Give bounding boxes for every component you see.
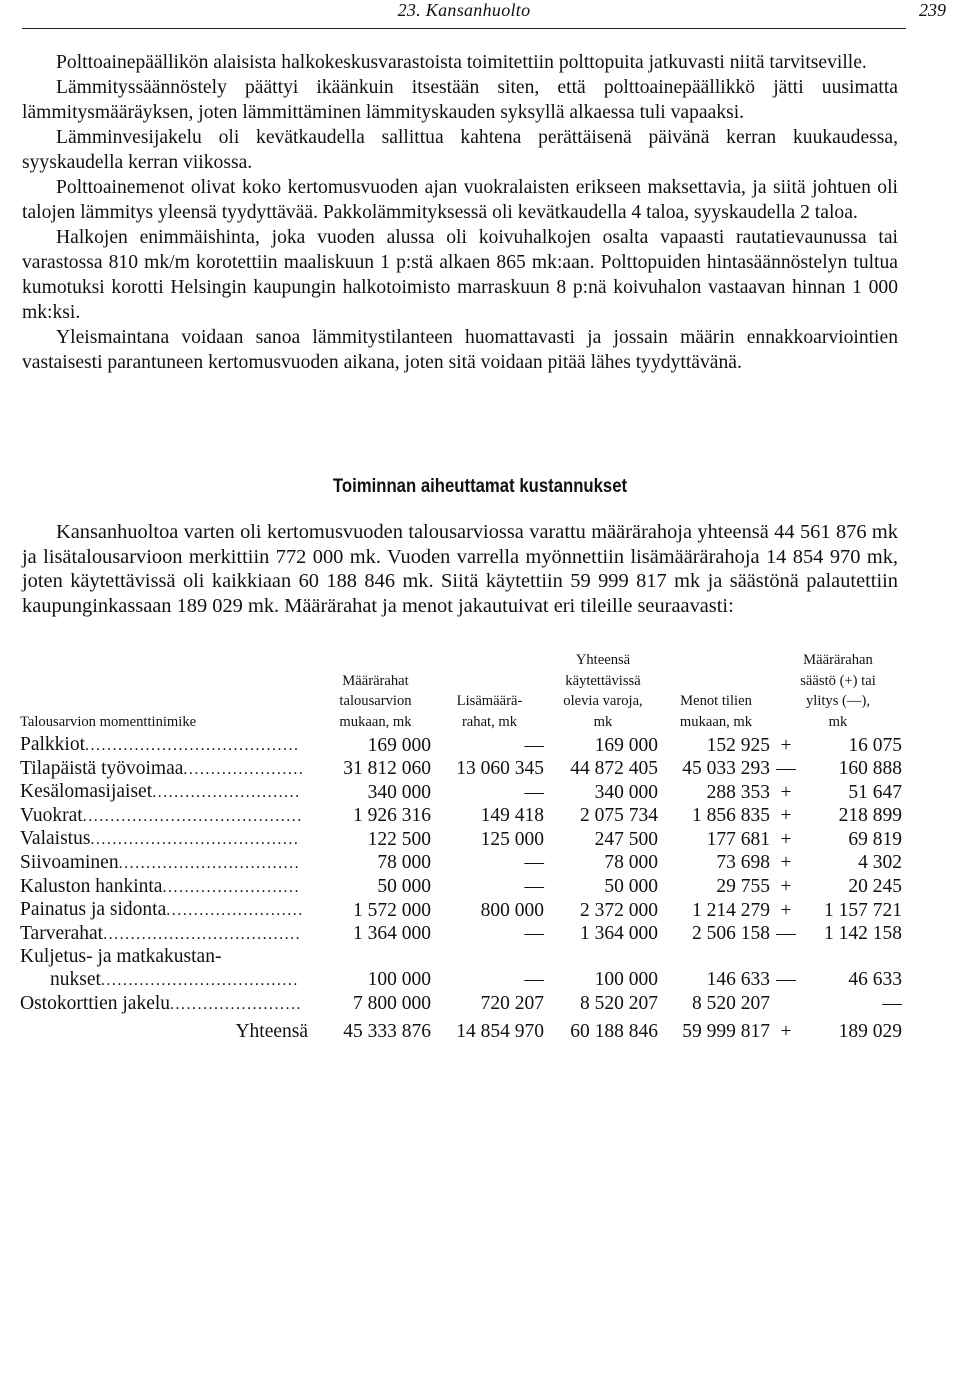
row-name bbox=[20, 969, 318, 993]
dot-leader: ...................... bbox=[183, 760, 305, 778]
cell-savings: 20 245 bbox=[848, 876, 902, 898]
cell-supplementary: — bbox=[524, 876, 544, 898]
cell-spent: 73 698 bbox=[716, 852, 770, 874]
cell-spent: 8 520 207 bbox=[692, 993, 770, 1015]
cell-savings: 16 075 bbox=[848, 734, 902, 756]
table-row bbox=[20, 876, 904, 900]
cell-available: 78 000 bbox=[604, 852, 658, 874]
total-label: Yhteensä bbox=[235, 1021, 308, 1043]
row-name-text: Painatus ja sidonta bbox=[20, 899, 167, 921]
cell-sign: + bbox=[780, 805, 792, 827]
cell-budget: 340 000 bbox=[367, 781, 431, 803]
table-row bbox=[20, 734, 904, 758]
cell-supplementary: — bbox=[524, 781, 544, 803]
cell-supplementary: — bbox=[524, 734, 544, 756]
cell-spent: 152 925 bbox=[706, 734, 770, 756]
row-name bbox=[20, 828, 318, 852]
cell-sign: — bbox=[776, 923, 796, 945]
cell-supplementary: 13 060 345 bbox=[456, 758, 544, 780]
cell-budget: 50 000 bbox=[377, 876, 431, 898]
row-name bbox=[20, 758, 318, 782]
dot-leader: .................................... bbox=[103, 925, 302, 943]
row-name bbox=[20, 805, 318, 829]
cell-spent: 146 633 bbox=[706, 969, 770, 991]
cell-available: 8 520 207 bbox=[580, 993, 658, 1015]
cell-available: 247 500 bbox=[594, 828, 658, 850]
row-name bbox=[20, 781, 318, 805]
table-row bbox=[20, 923, 904, 947]
cell-budget: 1 926 316 bbox=[353, 805, 431, 827]
table-row bbox=[20, 852, 904, 876]
dot-leader: ................................. bbox=[118, 854, 301, 872]
row-name-text: Palkkiot bbox=[20, 734, 86, 755]
cell-spent: 29 755 bbox=[716, 876, 770, 898]
cell-spent: 1 856 835 bbox=[692, 805, 770, 827]
cell-spent: 1 214 279 bbox=[692, 899, 770, 921]
row-name-text: Tilapäistä työvoimaa bbox=[20, 757, 184, 779]
row-name bbox=[20, 923, 318, 947]
cell-available: 340 000 bbox=[594, 781, 658, 803]
total-savings: 189 029 bbox=[838, 1021, 902, 1043]
row-name-text: Tarverahat bbox=[20, 922, 104, 944]
cell-supplementary: 720 207 bbox=[480, 993, 544, 1015]
cell-sign: + bbox=[780, 852, 792, 874]
cell-sign: + bbox=[780, 781, 792, 803]
dot-leader: ....................................... bbox=[85, 737, 300, 754]
page-header bbox=[22, 0, 946, 34]
row-name-text: Valaistus bbox=[20, 828, 91, 850]
cell-supplementary: — bbox=[524, 852, 544, 874]
dot-leader: ........................ bbox=[170, 995, 303, 1013]
row-name bbox=[20, 993, 318, 1017]
total-available: 60 188 846 bbox=[570, 1021, 658, 1043]
dot-leader: ........................... bbox=[152, 784, 301, 802]
paragraph: Halkojen enimmäishinta, joka vuoden alussa oli koivuhalkojen osalta vapaasti rautatievaunussa tai varastossa 810 mk/m korotettiin maaliskuun 1 p:stä alkaen 865 mk:aan. Polttopuiden hintasäännöstelyn tultua kumotuksi korotti Helsingin kaupungin halkotoimisto marraskuun 8 p:nä koivuhalon vastaavan hinnan 1 000 mk:ksi. bbox=[22, 227, 898, 323]
running-title: 23. Kansanhuolto bbox=[397, 0, 531, 20]
cell-savings: 69 819 bbox=[848, 828, 902, 850]
cell-savings: 160 888 bbox=[838, 758, 902, 780]
total-spent: 59 999 817 bbox=[682, 1021, 770, 1043]
cell-supplementary: 800 000 bbox=[480, 899, 544, 921]
costs-text bbox=[22, 520, 898, 618]
row-name bbox=[20, 899, 318, 923]
row-name bbox=[20, 734, 318, 758]
paragraph: Lämmityssäännöstely päättyi ikäänkuin itsestään siten, että polttoainepäällikkö jätti uusimatta lämmitysmääräyksen, joten lämmittäminen lämmityskauden syksyllä alkaessa tuli vapaaksi. bbox=[22, 77, 898, 123]
table-row bbox=[20, 946, 904, 969]
cell-available: 2 075 734 bbox=[580, 805, 658, 827]
cell-savings: 1 157 721 bbox=[824, 899, 902, 921]
table-row bbox=[20, 969, 904, 993]
paragraph: Polttoainepäällikön alaisista halkokeskusvarastoista toimitettiin polttopuita jatkuvasti niitä tarvitseville. bbox=[56, 52, 867, 73]
table-row bbox=[20, 993, 904, 1017]
row-name-text: Kaluston hankinta bbox=[20, 875, 163, 897]
cell-budget: 169 000 bbox=[367, 734, 431, 756]
header-name: Talousarvion momenttinimike bbox=[20, 713, 197, 730]
dot-leader: ......................... bbox=[162, 878, 300, 896]
costs-table bbox=[20, 650, 904, 1044]
cell-supplementary: 149 418 bbox=[480, 805, 544, 827]
header-available: Yhteensä käytettävissä olevia varoja, mk bbox=[563, 652, 643, 730]
cell-savings: — bbox=[882, 993, 902, 1015]
cell-savings: 51 647 bbox=[848, 781, 902, 803]
cell-sign: + bbox=[780, 828, 792, 850]
page-number: 239 bbox=[919, 0, 946, 20]
cell-sign: + bbox=[780, 876, 792, 898]
total-sign: + bbox=[780, 1021, 792, 1043]
row-name-text: nukset bbox=[50, 968, 101, 990]
cell-spent: 2 506 158 bbox=[692, 923, 770, 945]
header-budget: Määrärahat talousarvion mukaan, mk bbox=[339, 672, 412, 730]
row-name-text: Vuokrat bbox=[20, 804, 83, 826]
section-heading: Toiminnan aiheuttamat kustannukset bbox=[332, 476, 628, 497]
row-name bbox=[20, 852, 318, 876]
dot-leader: ...................................... bbox=[90, 831, 300, 849]
header-spent: Menot tilien mukaan, mk bbox=[679, 693, 753, 730]
cell-available: 2 372 000 bbox=[580, 899, 658, 921]
cell-sign bbox=[772, 993, 800, 1017]
cell-sign: — bbox=[776, 758, 796, 780]
table-row bbox=[20, 899, 904, 923]
cell-sign: + bbox=[780, 899, 792, 921]
table-row bbox=[20, 781, 904, 805]
table-body bbox=[20, 734, 904, 1016]
cell-available: 44 872 405 bbox=[570, 758, 658, 780]
cell-savings: 4 302 bbox=[858, 852, 902, 874]
cell-savings: 46 633 bbox=[848, 969, 902, 991]
cell-supplementary: 125 000 bbox=[480, 828, 544, 850]
table-row bbox=[20, 828, 904, 852]
cell-supplementary: — bbox=[524, 969, 544, 991]
header-rule bbox=[22, 28, 906, 29]
cell-spent: 45 033 293 bbox=[682, 758, 770, 780]
cell-available: 50 000 bbox=[604, 876, 658, 898]
total-row bbox=[20, 1016, 904, 1044]
total-supplementary: 14 854 970 bbox=[456, 1021, 544, 1043]
cell-budget: 100 000 bbox=[367, 969, 431, 991]
cell-supplementary: — bbox=[524, 923, 544, 945]
cell-savings: 218 899 bbox=[838, 805, 902, 827]
cell-budget: 122 500 bbox=[367, 828, 431, 850]
row-name-text: Ostokorttien jakelu bbox=[20, 992, 171, 1014]
cell-sign: + bbox=[780, 734, 792, 756]
cell-budget: 31 812 060 bbox=[343, 758, 431, 780]
cell-budget: 1 364 000 bbox=[353, 923, 431, 945]
cell-budget: 78 000 bbox=[377, 852, 431, 874]
cell-available: 1 364 000 bbox=[580, 923, 658, 945]
header-savings: Määrärahan säästö (+) tai ylitys (—), mk bbox=[800, 652, 876, 730]
cell-available: 100 000 bbox=[594, 969, 658, 991]
intro-text bbox=[22, 50, 898, 375]
cell-budget: 1 572 000 bbox=[353, 899, 431, 921]
cell-spent: 177 681 bbox=[706, 828, 770, 850]
paragraph: Kansanhuoltoa varten oli kertomusvuoden talousarviossa varattu määrärahoja yhteensä 44 561 876 mk ja lisätalousarvioon merkittiin 772 000 mk. Vuoden varrella myönnettiin lisämäärärahoja 14 854 970 mk, joten käytettävissä oli kaikkiaan 60 188 846 mk. Siitä käytettiin 59 999 817 mk ja säästönä palautettiin kaupunginkassaan 189 029 mk. Määrärahat ja menot jakautuivat eri tileille seuraavasti: bbox=[22, 521, 898, 617]
cell-available: 169 000 bbox=[594, 734, 658, 756]
table-row bbox=[20, 758, 904, 782]
paragraph: Polttoainemenot olivat koko kertomusvuoden ajan vuokralaisten erikseen maksettavia, ja siitä johtuen oli talojen lämmitys yleensä tyydyttävää. Pakkolämmityksessä oli kevätkaudella 4 taloa, syyskaudella 2 taloa. bbox=[22, 177, 898, 223]
total-budget: 45 333 876 bbox=[343, 1021, 431, 1043]
row-name-text: Siivoaminen bbox=[20, 851, 119, 873]
dot-leader: .................................... bbox=[100, 971, 299, 989]
dot-leader: ........................................ bbox=[82, 807, 303, 825]
cell-savings: 1 142 158 bbox=[824, 923, 902, 945]
paragraph: Yleismaintana voidaan sanoa lämmitystilanteen huomattavasti ja jossain määrin ennakkoarviointien vastaisesti parantuneen kertomusvuoden aikana, joten sitä voidaan pitää lähes tyydyttävänä. bbox=[22, 327, 898, 373]
table-row bbox=[20, 805, 904, 829]
dot-leader: ......................... bbox=[166, 902, 304, 920]
row-name-line1: Kuljetus- ja matkakustan- bbox=[20, 946, 222, 968]
row-name-text: Kesälomasijaiset bbox=[20, 781, 153, 803]
cell-sign: — bbox=[776, 969, 796, 991]
row-name bbox=[20, 876, 318, 900]
paragraph: Lämminvesijakelu oli kevätkaudella sallittua kahtena perättäisenä päivänä kerran kuukaudessa, syyskaudella kerran viikossa. bbox=[22, 127, 898, 173]
header-supplementary: Lisämäärä- rahat, mk bbox=[456, 693, 523, 730]
table-header-row bbox=[20, 650, 904, 734]
cell-spent: 288 353 bbox=[706, 781, 770, 803]
cell-budget: 7 800 000 bbox=[353, 993, 431, 1015]
